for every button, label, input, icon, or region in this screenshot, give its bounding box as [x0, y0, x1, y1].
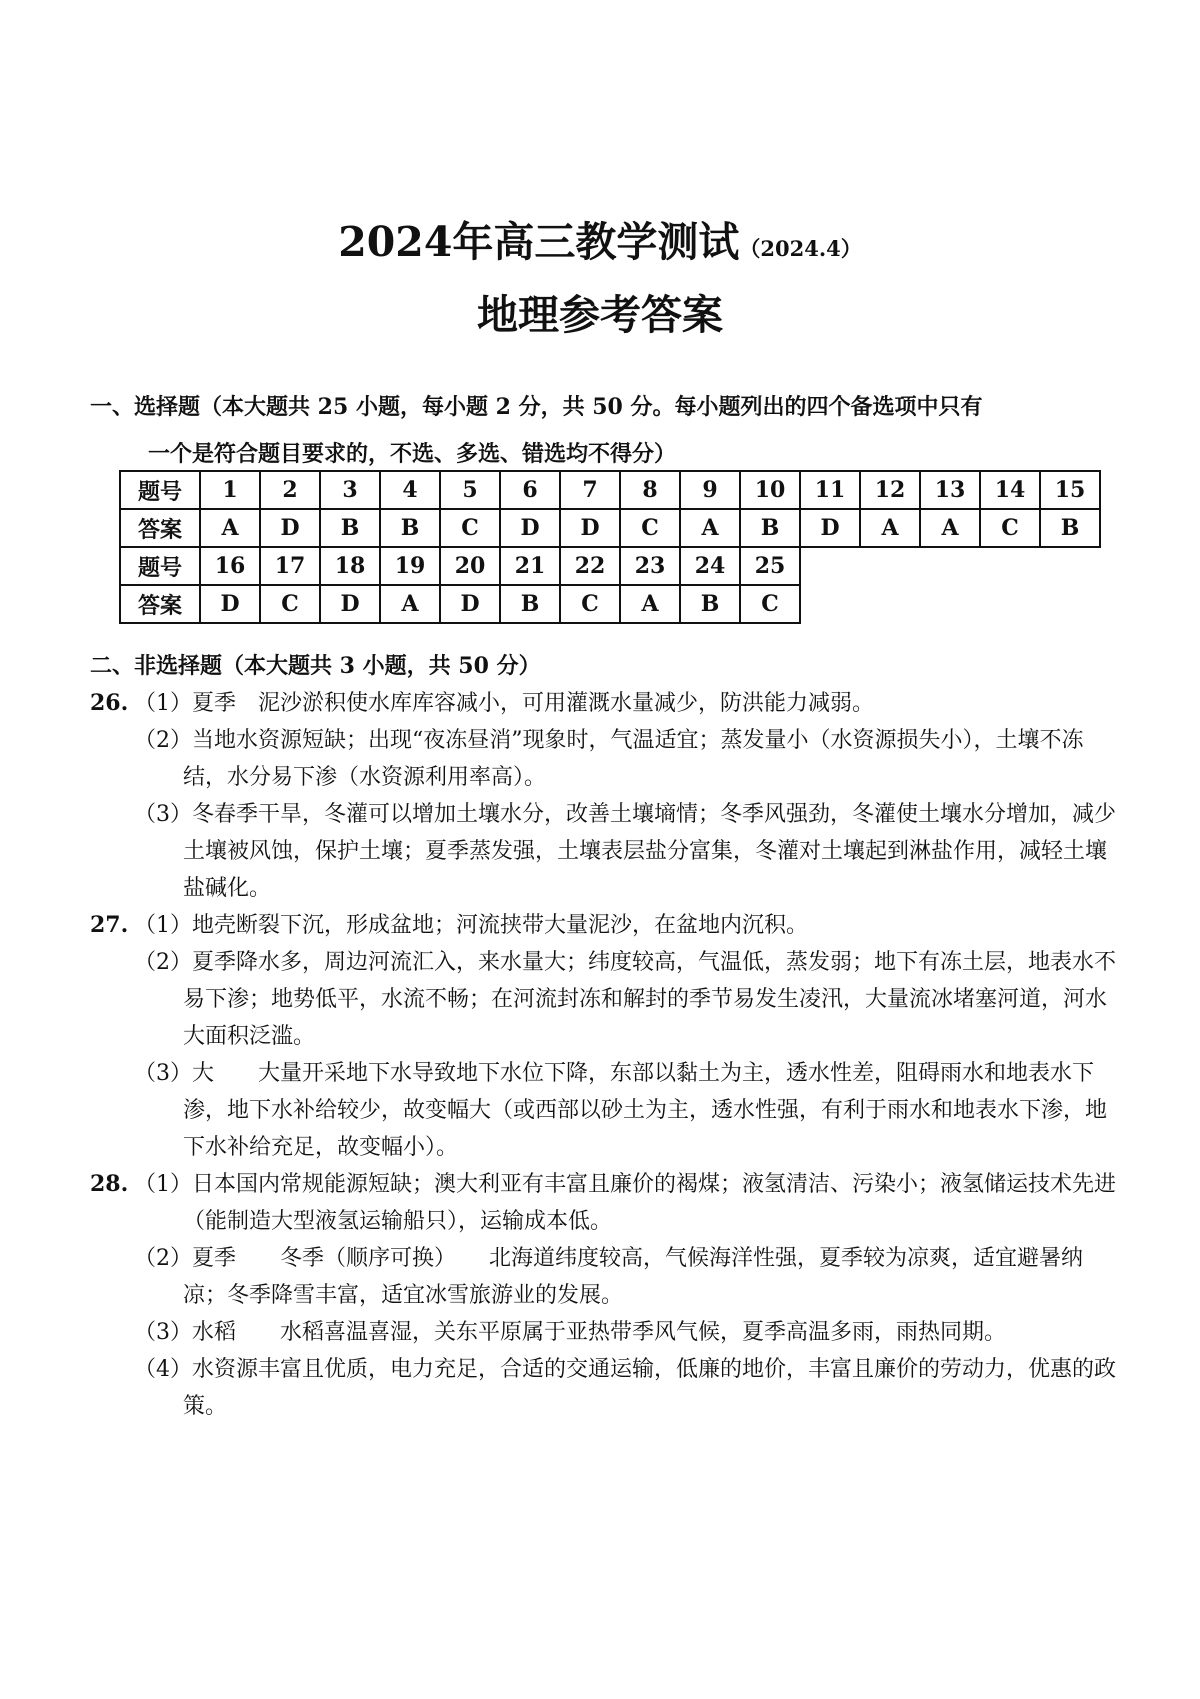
- table-cell-number: 10: [740, 471, 800, 509]
- answer-part: （3）大 大量开采地下水导致地下水位下降，东部以黏土为主，透水性差，阻碍雨水和地表水下渗，地下水补给较少，故变幅大（或西部以砂土为主，透水性强，有利于雨水和地表水下渗，地下水补给充足，故变幅小）。: [134, 1061, 1108, 1160]
- question-number: 28.: [90, 1171, 129, 1197]
- table-cell-answer: D: [500, 509, 560, 547]
- table-cell-number: 12: [860, 471, 920, 509]
- table-empty-cell: [920, 547, 980, 585]
- table-cell-number: 15: [1040, 471, 1100, 509]
- table-row: [120, 471, 1100, 509]
- answer-text: （1）地壳断裂下沉，形成盆地；河流挟带大量泥沙，在盆地内沉积。: [134, 913, 808, 938]
- table-empty-cell: [800, 547, 860, 585]
- table-cell-answer: A: [860, 509, 920, 547]
- table-cell-number: 13: [920, 471, 980, 509]
- table-cell-number: 9: [680, 471, 740, 509]
- row-label: 题号: [120, 547, 200, 585]
- section2: [90, 648, 1120, 1425]
- table-cell-answer: C: [980, 509, 1040, 547]
- answer-part: [90, 1166, 1120, 1240]
- table-cell-answer: D: [200, 585, 260, 623]
- table-cell-number: 5: [440, 471, 500, 509]
- table-cell-number: 3: [320, 471, 380, 509]
- table-row: [120, 509, 1100, 547]
- answer-part: [90, 685, 1120, 722]
- table-cell-number: 2: [260, 471, 320, 509]
- table-cell-number: 19: [380, 547, 440, 585]
- table-cell-number: 8: [620, 471, 680, 509]
- table-cell-answer: D: [800, 509, 860, 547]
- table-cell-answer: D: [320, 585, 380, 623]
- table-cell-number: 23: [620, 547, 680, 585]
- section1-header: [90, 384, 1120, 477]
- answer-part: （3）水稻 水稻喜温喜湿，关东平原属于亚热带季风气候，夏季高温多雨，雨热同期。: [134, 1320, 1007, 1345]
- table-cell-answer: A: [920, 509, 980, 547]
- question-list: [90, 685, 1120, 1425]
- table-cell-answer: C: [440, 509, 500, 547]
- table-cell-number: 14: [980, 471, 1040, 509]
- row-label: 题号: [120, 471, 200, 509]
- answer-part: （2）夏季降水多，周边河流汇入，来水量大；纬度较高，气温低，蒸发弱；地下有冻土层，地表水不易下渗；地势低平，水流不畅；在河流封冻和解封的季节易发生凌汛，大量流冰堵塞河道，河水大面积泛滥。: [134, 950, 1117, 1049]
- table-cell-answer: B: [680, 585, 740, 623]
- table-cell-number: 16: [200, 547, 260, 585]
- table-cell-answer: A: [380, 585, 440, 623]
- table-cell-answer: C: [560, 585, 620, 623]
- table-empty-cell: [1040, 585, 1100, 623]
- title-date: （2024.4）: [739, 236, 862, 261]
- section2-heading: 二、非选择题: [90, 653, 223, 679]
- answer-text: （1）日本国内常规能源短缺；澳大利亚有丰富且廉价的褐煤；液氢清洁、污染小；液氢储运技术先进（能制造大型液氢运输船只），运输成本低。: [134, 1172, 1117, 1234]
- answer-part: [90, 907, 1120, 944]
- table-cell-answer: C: [260, 585, 320, 623]
- table-cell-answer: D: [260, 509, 320, 547]
- table-row: [120, 547, 1100, 585]
- answer-part: （3）冬春季干旱，冬灌可以增加土壤水分，改善土壤墒情；冬季风强劲，冬灌使土壤水分增加，减少土壤被风蚀，保护土壤；夏季蒸发强，土壤表层盐分富集，冬灌对土壤起到淋盐作用，减轻土壤盐碱化。: [134, 802, 1117, 901]
- table-cell-answer: C: [620, 509, 680, 547]
- question-number: 27.: [90, 912, 129, 938]
- title-text: 2024年高三教学测试: [338, 218, 740, 266]
- page-subtitle: 地理参考答案: [477, 291, 723, 339]
- answer-table-body: [120, 471, 1100, 623]
- table-empty-cell: [860, 585, 920, 623]
- table-cell-number: 20: [440, 547, 500, 585]
- table-cell-number: 1: [200, 471, 260, 509]
- section1-note-line2: 一个是符合题目要求的，不选、多选、错选均不得分）: [148, 441, 677, 467]
- table-cell-number: 7: [560, 471, 620, 509]
- table-empty-cell: [980, 585, 1040, 623]
- table-cell-number: 17: [260, 547, 320, 585]
- table-empty-cell: [1040, 547, 1100, 585]
- table-cell-answer: B: [500, 585, 560, 623]
- table-empty-cell: [800, 585, 860, 623]
- table-cell-number: 24: [680, 547, 740, 585]
- section2-heading-line: [90, 648, 1120, 685]
- table-cell-answer: B: [1040, 509, 1100, 547]
- answer-table: [119, 470, 1101, 624]
- table-cell-answer: C: [740, 585, 800, 623]
- row-label: 答案: [120, 585, 200, 623]
- table-cell-answer: B: [380, 509, 440, 547]
- table-row: [120, 585, 1100, 623]
- section1-note-line1: （本大题共 25 小题，每小题 2 分，共 50 分。每小题列出的四个备选项中只有: [200, 394, 983, 420]
- table-cell-answer: D: [440, 585, 500, 623]
- table-cell-answer: B: [740, 509, 800, 547]
- section1-heading: 一、选择题: [90, 394, 201, 420]
- page-title: [0, 212, 1200, 281]
- table-cell-number: 11: [800, 471, 860, 509]
- answer-text: （1）夏季 泥沙淤积使水库库容减小，可用灌溉水量减少，防洪能力减弱。: [134, 691, 874, 716]
- table-empty-cell: [980, 547, 1040, 585]
- question-number: 26.: [90, 690, 129, 716]
- table-cell-answer: A: [200, 509, 260, 547]
- table-cell-number: 18: [320, 547, 380, 585]
- section2-note: （本大题共 3 小题，共 50 分）: [222, 653, 541, 679]
- row-label: 答案: [120, 509, 200, 547]
- table-cell-answer: B: [320, 509, 380, 547]
- table-cell-number: 21: [500, 547, 560, 585]
- table-cell-answer: D: [560, 509, 620, 547]
- answer-part: （2）夏季 冬季（顺序可换） 北海道纬度较高，气候海洋性强，夏季较为凉爽，适宜避暑纳凉；冬季降雪丰富，适宜冰雪旅游业的发展。: [134, 1246, 1084, 1308]
- table-empty-cell: [920, 585, 980, 623]
- table-cell-number: 22: [560, 547, 620, 585]
- table-cell-answer: A: [680, 509, 740, 547]
- section1-heading-line: [90, 384, 1120, 431]
- table-cell-number: 25: [740, 547, 800, 585]
- answer-part: （4）水资源丰富且优质，电力充足，合适的交通运输，低廉的地价，丰富且廉价的劳动力，优惠的政策。: [134, 1357, 1117, 1419]
- table-cell-number: 4: [380, 471, 440, 509]
- table-cell-number: 6: [500, 471, 560, 509]
- answer-part: （2）当地水资源短缺；出现“夜冻昼消”现象时，气温适宜；蒸发量小（水资源损失小），土壤不冻结，水分易下渗（水资源利用率高）。: [134, 728, 1084, 790]
- table-empty-cell: [860, 547, 920, 585]
- table-cell-answer: A: [620, 585, 680, 623]
